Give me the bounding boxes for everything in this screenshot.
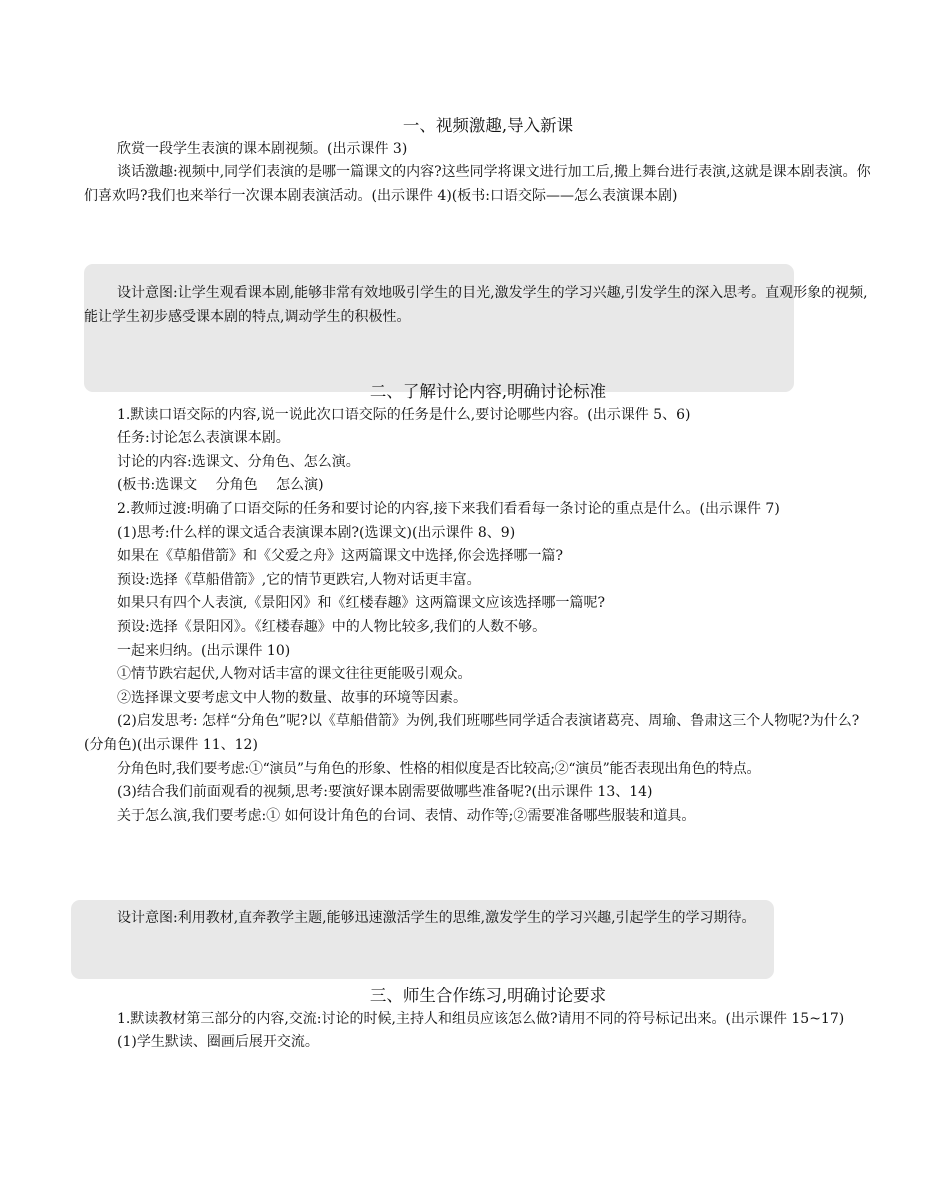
paragraph: 如果只有四个人表演,《景阳冈》和《红楼春趣》这两篇课文应该选择哪一篇呢? [117,595,605,612]
section-2 [84,380,872,828]
paragraph: 讨论的内容:选课文、分角色、怎么演。 [117,453,360,470]
paragraph: (2)启发思考: 怎样“分角色”呢?以《草船借箭》为例,我们班哪些同学适合表演诸葛亮、周瑜、鲁肃这三个人物呢?为什么?(分角色)(出示课件 11、12) [84,713,860,753]
paragraph: (3)结合我们前面观看的视频,思考:要演好课本剧需要做哪些准备呢?(出示课件 13、14) [117,784,653,801]
section-heading: 三、师生合作练习,明确讨论要求 [369,986,607,1005]
section-1 [84,114,872,208]
paragraph: 一起来归纳。(出示课件 10) [117,642,291,659]
paragraph: ①情节跌宕起伏,人物对话丰富的课文往往更能吸引观众。 [117,666,472,683]
design-note-1 [84,282,872,329]
paragraph: 1.默读教材第三部分的内容,交流:讨论的时候,主持人和组员应该怎么做?请用不同的符号标记出来。(出示课件 15~17) [117,1010,845,1027]
paragraph: 预设:选择《草船借箭》,它的情节更跌宕,人物对话更丰富。 [117,571,481,588]
section-heading: 二、了解讨论内容,明确讨论标准 [369,382,607,401]
design-note-2 [84,907,872,931]
paragraph: 如果在《草船借箭》和《父爱之舟》这两篇课文中选择,你会选择哪一篇? [117,548,563,565]
paragraph: 1.默读口语交际的内容,说一说此次口语交际的任务是什么,要讨论哪些内容。(出示课件 5、6) [117,406,691,423]
paragraph: 任务:讨论怎么表演课本剧。 [117,430,290,447]
paragraph: 谈话激趣:视频中,同学们表演的是哪一篇课文的内容?这些同学将课文进行加工后,搬上舞台进行表演,这就是课本剧表演。你们喜欢吗?我们也来举行一次课本剧表演活动。(出示课件 4)(板书:口语交际——怎么表演课本剧) [84,164,871,204]
paragraph: 2.教师过渡:明确了口语交际的任务和要讨论的内容,接下来我们看看每一条讨论的重点是什么。(出示课件 7) [117,500,780,517]
section-3 [84,984,872,1055]
paragraph: 关于怎么演,我们要考虑:① 如何设计角色的台词、表情、动作等;②需要准备哪些服装和道具。 [117,807,696,824]
paragraph: (1)思考:什么样的课文适合表演课本剧?(选课文)(出示课件 8、9) [117,524,516,541]
design-note-text: 设计意图:让学生观看课本剧,能够非常有效地吸引学生的目光,激发学生的学习兴趣,引发学生的深入思考。直观形象的视频,能让学生初步感受课本剧的特点,调动学生的积极性。 [84,285,868,325]
paragraph: (板书:选课文 分角色 怎么演) [117,477,324,494]
section-heading: 一、视频激趣,导入新课 [402,116,574,135]
paragraph: 欣赏一段学生表演的课本剧视频。(出示课件 3) [117,140,408,157]
design-note-text: 设计意图:利用教材,直奔教学主题,能够迅速激活学生的思维,激发学生的学习兴趣,引起学生的学习期待。 [117,910,756,926]
paragraph: 分角色时,我们要考虑:①“演员”与角色的形象、性格的相似度是否比较高;②“演员”能否表现出角色的特点。 [117,760,761,777]
paragraph: 预设:选择《景阳冈》。《红楼春趣》中的人物比较多,我们的人数不够。 [117,618,547,635]
paragraph: ②选择课文要考虑文中人物的数量、故事的环境等因素。 [117,689,467,706]
paragraph: (1)学生默读、圈画后展开交流。 [117,1034,319,1051]
